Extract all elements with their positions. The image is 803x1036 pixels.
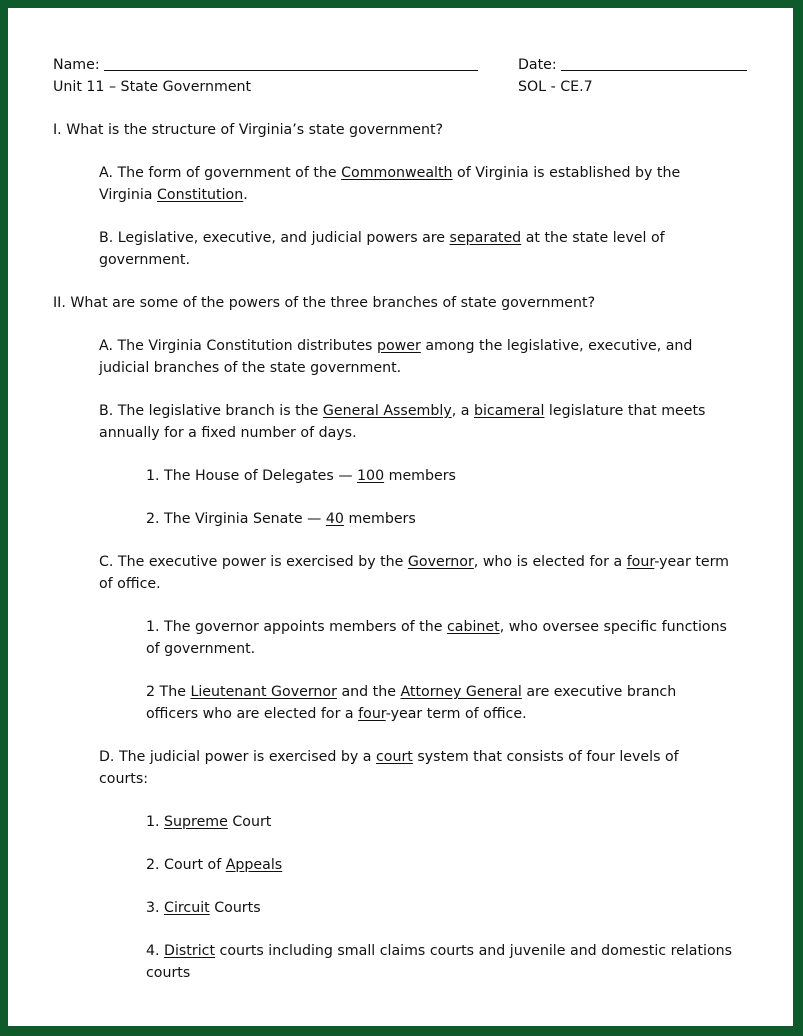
- q2-a-line2: judicial branches of the state government.: [99, 360, 402, 376]
- answer-40: 40: [325, 511, 344, 527]
- name-label: Name:: [53, 57, 100, 73]
- date-row: [518, 55, 747, 77]
- q2-b-line2: annually for a fixed number of days.: [99, 425, 357, 441]
- q2-d-item3: 3. Circuit Courts: [146, 900, 261, 916]
- worksheet-page: [6, 6, 795, 1028]
- answer-lieutenant-governor: Lieutenant Governor: [190, 684, 337, 700]
- date-blank[interactable]: [561, 56, 747, 71]
- q2-c-item2-line1: 2 The Lieutenant Governor and the Attorney General are executive branch: [146, 684, 677, 700]
- answer-constitution: Constitution: [157, 187, 244, 203]
- answer-four-2: four: [358, 706, 386, 722]
- q2-c-line1: C. The executive power is exercised by the Governor, who is elected for a four-year term: [99, 554, 730, 570]
- q2-c-item2-line2: officers who are elected for a four-year term of office.: [146, 706, 527, 722]
- q2-d-line1: D. The judicial power is exercised by a court system that consists of four levels of: [99, 749, 679, 765]
- answer-court: court: [376, 749, 413, 765]
- name-row: [53, 55, 478, 77]
- q2-a-line1: A. The Virginia Constitution distributes power among the legislative, executive, and: [99, 338, 693, 354]
- q2-d-item2: 2. Court of Appeals: [146, 857, 283, 873]
- answer-commonwealth: Commonwealth: [341, 165, 453, 181]
- q2-b-item1: 1. The House of Delegates — 100 members: [146, 468, 456, 484]
- q2-b-item2: 2. The Virginia Senate — 40 members: [146, 511, 416, 527]
- answer-attorney-general: Attorney General: [400, 684, 522, 700]
- answer-separated: separated: [449, 230, 522, 246]
- sol-code: SOL - CE.7: [518, 79, 593, 95]
- answer-100: 100: [357, 468, 385, 484]
- answer-circuit: Circuit: [164, 900, 210, 916]
- q1-b-line2: government.: [99, 252, 190, 268]
- q1-a-line1: A. The form of government of the Commonwealth of Virginia is established by the: [99, 165, 681, 181]
- q2-d-line2: courts:: [99, 771, 149, 787]
- answer-bicameral: bicameral: [473, 403, 545, 419]
- q2-d-item1: 1. Supreme Court: [146, 814, 272, 830]
- q2-b-line1: B. The legislative branch is the General Assembly, a bicameral legislature that meets: [99, 403, 706, 419]
- question-1: I. What is the structure of Virginia’s state government?: [53, 122, 444, 138]
- q2-d-item4-line1: 4. District courts including small claims courts and juvenile and domestic relations: [146, 943, 733, 959]
- q2-c-item1-line1: 1. The governor appoints members of the cabinet, who oversee specific functions: [146, 619, 727, 635]
- q2-d-item4-line2: courts: [146, 965, 191, 981]
- q1-b-line1: B. Legislative, executive, and judicial powers are separated at the state level of: [99, 230, 665, 246]
- q1-a-line2: Virginia Constitution.: [99, 187, 248, 203]
- answer-appeals: Appeals: [225, 857, 283, 873]
- q2-c-line2: of office.: [99, 576, 161, 592]
- name-blank[interactable]: [104, 56, 478, 71]
- date-label: Date:: [518, 57, 557, 73]
- q2-c-item1-line2: of government.: [146, 641, 256, 657]
- unit-title: Unit 11 – State Government: [53, 79, 252, 95]
- answer-district: District: [164, 943, 216, 959]
- answer-general-assembly: General Assembly: [322, 403, 452, 419]
- question-2: II. What are some of the powers of the three branches of state government?: [53, 295, 596, 311]
- answer-power: power: [376, 338, 421, 354]
- answer-four: four: [626, 554, 655, 570]
- answer-cabinet: cabinet: [446, 619, 500, 635]
- answer-supreme: Supreme: [164, 814, 228, 830]
- answer-governor: Governor: [407, 554, 474, 570]
